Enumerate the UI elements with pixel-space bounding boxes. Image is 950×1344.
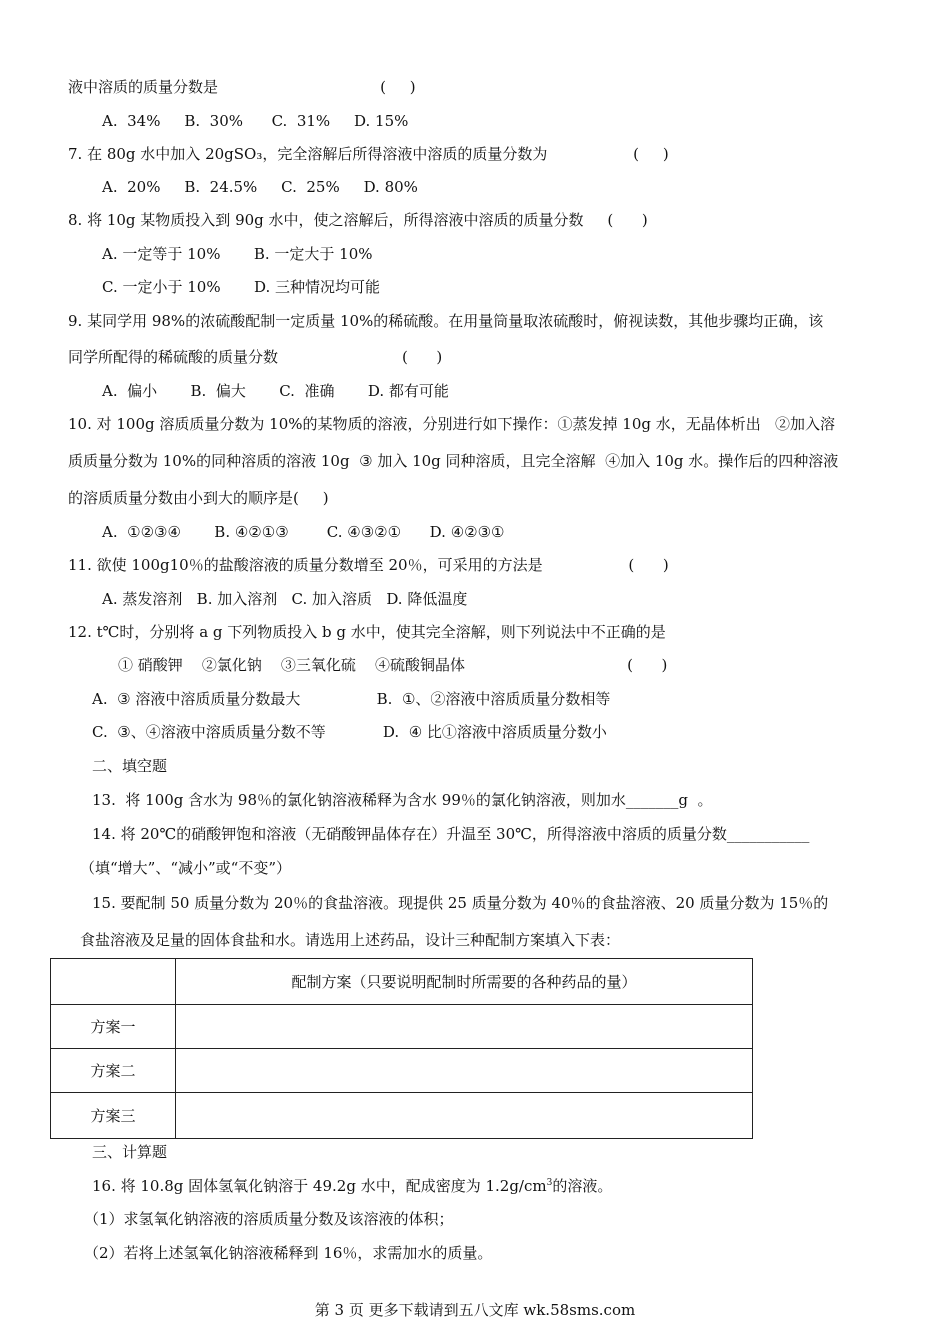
section-calculation: 三、计算题 bbox=[92, 1143, 168, 1161]
section-fill-in: 二、填空题 bbox=[92, 757, 168, 775]
q8-stem: 8. 将 10g 某物质投入到 90g 水中，使之溶解后，所得溶液中溶质的质量分数 ( ) bbox=[68, 211, 648, 229]
q9-options: A. 偏小 B. 偏大 C. 准确 D. 都有可能 bbox=[102, 382, 449, 400]
table-header-cell: 配制方案（只要说明配制时所需要的各种药品的量） bbox=[176, 959, 753, 1005]
q8-options-cd: C. 一定小于 10% D. 三种情况均可能 bbox=[102, 278, 380, 296]
q14-stem-2: （填“增大”、“减小”或“不变”） bbox=[80, 859, 292, 877]
plan-2-answer-cell[interactable] bbox=[176, 1049, 753, 1093]
q10-stem-2: 质质量分数为 10%的同种溶质的溶液 10g ③ 加入 10g 同种溶质，且完全溶解 ④加入 10g 水。操作后的四种溶液 bbox=[68, 452, 839, 470]
q9-stem-2: 同学所配得的稀硫酸的质量分数 ( ) bbox=[68, 348, 443, 366]
plan-3-answer-cell[interactable] bbox=[176, 1093, 753, 1139]
q16-superscript: 3 bbox=[546, 1178, 553, 1188]
plan-1-answer-cell[interactable] bbox=[176, 1005, 753, 1049]
q8-options-ab: A. 一定等于 10% B. 一定大于 10% bbox=[102, 245, 373, 263]
q7-options: A. 20% B. 24.5% C. 25% D. 80% bbox=[102, 178, 418, 196]
q10-stem-3: 的溶质质量分数由小到大的顺序是( ) bbox=[68, 489, 329, 507]
q10-stem-1: 10. 对 100g 溶质质量分数为 10%的某物质的溶液，分别进行如下操作：①蒸发掉 10g 水，无晶体析出 ②加入溶 bbox=[68, 415, 836, 433]
q9-stem-1: 9. 某同学用 98%的浓硫酸配制一定质量 10%的稀硫酸。在用量筒量取浓硫酸时，俯视读数，其他步骤均正确，该 bbox=[68, 312, 824, 330]
q12-substances: ① 硝酸钾 ②氯化钠 ③三氧化硫 ④硫酸铜晶体 ( ) bbox=[118, 656, 668, 674]
plan-3-label: 方案三 bbox=[51, 1093, 176, 1139]
q7-stem: 7. 在 80g 水中加入 20gSO₃，完全溶解后所得溶液中溶质的质量分数为 ( ) bbox=[68, 145, 669, 163]
q16-part-1: （1）求氢氧化钠溶液的溶质质量分数及该溶液的体积； bbox=[84, 1210, 454, 1228]
q11-options: A. 蒸发溶剂 B. 加入溶剂 C. 加入溶质 D. 降低温度 bbox=[102, 590, 468, 608]
q13-stem: 13. 将 100g 含水为 98％的氯化钠溶液稀释为含水 99％的氯化钠溶液，则加水_______g 。 bbox=[92, 791, 713, 809]
q12-options-ab: A. ③ 溶液中溶质质量分数最大 B. ①、②溶液中溶质质量分数相等 bbox=[92, 690, 611, 708]
q15-stem-2: 食盐溶液及足量的固体食盐和水。请选用上述药品，设计三种配制方案填入下表： bbox=[80, 931, 621, 949]
page-footer: 第 3 页 更多下载请到五八文库 wk.58sms.com bbox=[314, 1301, 636, 1319]
q6-stem-end: 液中溶质的质量分数是 ( ) bbox=[68, 78, 416, 96]
q11-stem: 11. 欲使 100g10％的盐酸溶液的质量分数增至 20％，可采用的方法是 ( ) bbox=[68, 556, 669, 574]
plan-table bbox=[50, 958, 753, 1139]
q6-options: A. 34% B. 30% C. 31% D. 15% bbox=[102, 112, 409, 130]
q16-stem-text: 16. 将 10.8g 固体氢氧化钠溶于 49.2g 水中，配成密度为 1.2g/cm bbox=[92, 1177, 547, 1195]
plan-2-label: 方案二 bbox=[51, 1049, 176, 1093]
q14-stem-1: 14. 将 20℃的硝酸钾饱和溶液（无硝酸钾晶体存在）升温至 30℃，所得溶液中溶质的质量分数___________ bbox=[92, 825, 810, 843]
q12-stem: 12. t℃时，分别将 a g 下列物质投入 b g 水中，使其完全溶解，则下列说法中不正确的是 bbox=[68, 623, 666, 641]
q16-stem bbox=[92, 1176, 612, 1196]
q10-options: A. ①②③④ B. ④②①③ C. ④③②① D. ④②③① bbox=[102, 523, 505, 541]
q12-options-cd: C. ③、④溶液中溶质质量分数不等 D. ④ 比①溶液中溶质质量分数小 bbox=[92, 723, 607, 741]
q16-part-2: （2）若将上述氢氧化钠溶液稀释到 16％，求需加水的质量。 bbox=[84, 1244, 493, 1262]
table-corner-cell bbox=[51, 959, 176, 1005]
q16-stem-tail: 的溶液。 bbox=[552, 1177, 613, 1195]
q15-stem-1: 15. 要配制 50 质量分数为 20％的食盐溶液。现提供 25 质量分数为 40％的食盐溶液、20 质量分数为 15％的 bbox=[92, 894, 829, 912]
plan-1-label: 方案一 bbox=[51, 1005, 176, 1049]
